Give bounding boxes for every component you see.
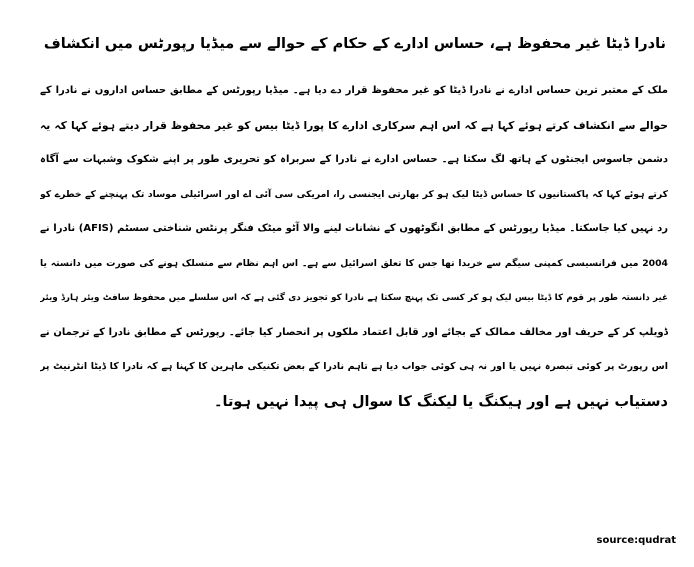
headline: نادرا ڈیٹا غیر محفوظ ہے، حساس ادارے کے حکام کے حوالے سے میڈیا رپورٹس میں انکشاف bbox=[43, 36, 666, 52]
body-line: دشمن جاسوس ایجنٹوں کے ہاتھ لگ سکتا ہے۔ حساس ادارے نے نادرا کے سربراہ کو تحریری طور پر اپنے شکوک وشبہات سے آگاہ bbox=[40, 154, 668, 165]
article-body bbox=[40, 74, 668, 419]
body-line: کرتے ہوئے کہا کہ پاکستانیوں کا حساس ڈیٹا لیک ہو کر بھارتی ایجنسی را، امریکی سی آئی اے اور اسرائیلی موساد تک پہنچنے کے خطرے کو bbox=[40, 188, 668, 200]
body-line: ڈویلپ کر کے حریف اور مخالف ممالک کے بجائے اور قابل اعتماد ملکوں پر انحصار کیا جائے۔ رپورٹس کے مطابق نادرا کے ترجمان نے bbox=[40, 326, 668, 338]
body-line: اس رپورٹ پر کوئی تبصرہ نہیں یا اور نہ ہی کوئی جواب دیا ہے تاہم نادرا کے بعض تکنیکی ماہرین کا کہنا ہے کہ نادرا کا ڈیٹا انٹرنیٹ پر bbox=[40, 361, 668, 372]
body-line: حوالے سے انکشاف کرتے ہوئے کہا ہے کہ اس اہم سرکاری ادارے کا پورا ڈیٹا بیس کو غیر محفوظ قرار دیتے ہوئے کہا کہ یہ bbox=[40, 118, 668, 132]
body-line: ملک کے معتبر ترین حساس ادارے نے نادرا ڈیٹا کو غیر محفوظ قرار دے دیا ہے۔ میڈیا رپورٹس کے مطابق حساس اداروں نے نادرا کے bbox=[40, 85, 668, 96]
body-line: رد نہیں کیا جاسکتا۔ میڈیا رپورٹس کے مطابق انگوٹھوں کے نشانات لینے والا آٹو میٹک فنگر پرنٹس شناختی سسٹم (AFIS) نادرا نے bbox=[40, 223, 668, 234]
body-line: غیر دانستہ طور پر قوم کا ڈیٹا بیس لیک ہو کر کسی تک پہنچ سکتا ہے نادرا کو تجویز دی گئی ہے کہ اس سلسلے میں محفوظ سافٹ ویئر ہارڈ ویئر bbox=[40, 293, 668, 303]
body-line: 2004 میں فرانسیسی کمپنی سیگم سے خریدا تھا جس کا تعلق اسرائیل سے ہے۔ اس اہم نظام سے منسلک ہونے کی صورت میں دانستہ یا bbox=[40, 257, 668, 269]
source-credit: source:qudrat bbox=[596, 535, 676, 546]
article bbox=[40, 30, 668, 419]
body-line-last: دستیاب نہیں ہے اور ہیکنگ یا لیکنگ کا سوال ہی پیدا نہیں ہوتا۔ bbox=[214, 393, 668, 410]
